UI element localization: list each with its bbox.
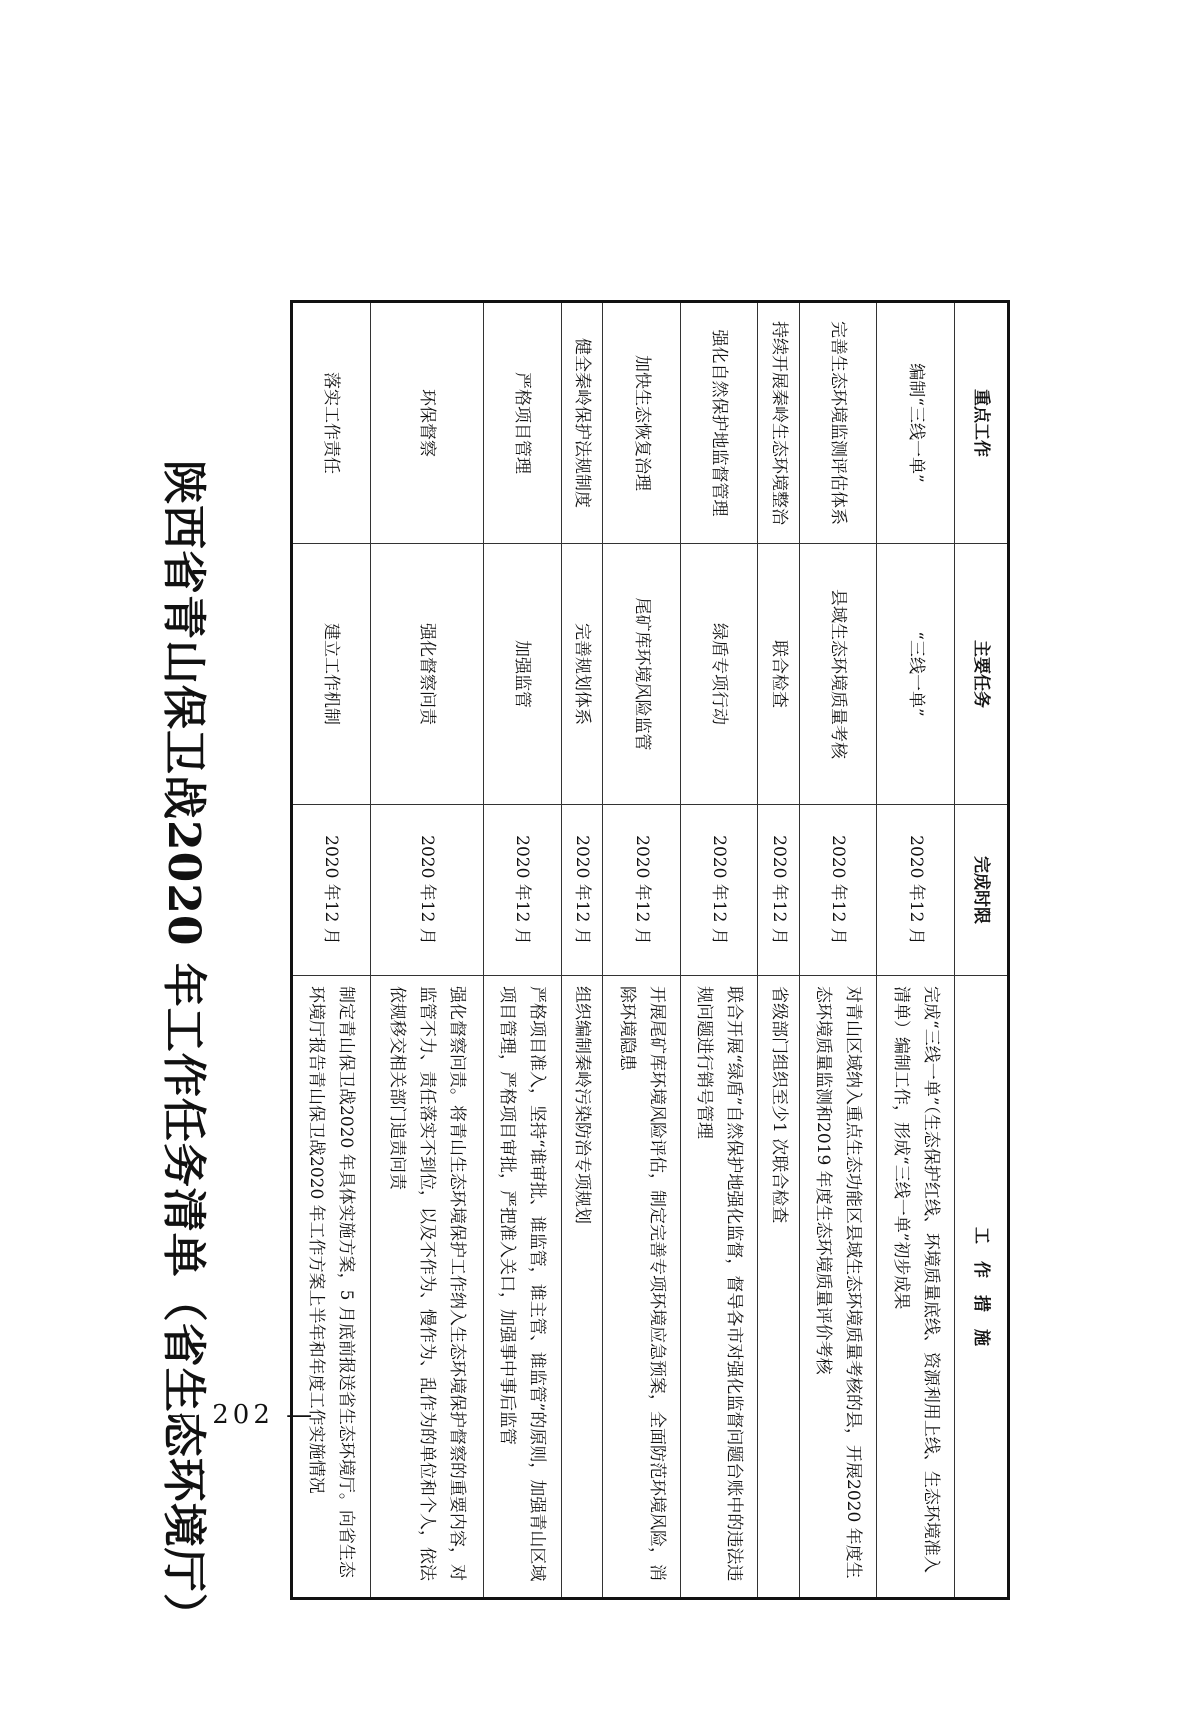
- rotated-page: [10, 160, 1010, 1730]
- cell-deadline: 2020 年12 月: [561, 805, 603, 976]
- cell-measures: 完成“三线一单”（生态保护红线、环境质量底线、资源利用上线、生态环境准入清单）编制工作，形成“三线一单”初步成果: [877, 976, 955, 1599]
- cell-main-task: 建立工作机制: [292, 544, 371, 805]
- cell-measures: 严格项目准入，坚持“谁审批、谁监管，谁主管、谁监管”的原则，加强青山区域项目管理，严格项目审批，严把准入关口，加强事中事后监管: [484, 976, 562, 1599]
- cell-deadline: 2020 年12 月: [603, 805, 681, 976]
- cell-deadline: 2020 年12 月: [758, 805, 800, 976]
- cell-deadline: 2020 年12 月: [680, 805, 758, 976]
- cell-main-task: 尾矿库环境风险监管: [603, 544, 681, 805]
- cell-key-work: 强化自然保护地监督管理: [680, 302, 758, 544]
- cell-main-task: 绿盾专项行动: [680, 544, 758, 805]
- table-header-row: [955, 302, 1009, 1599]
- cell-main-task: 联合检查: [758, 544, 800, 805]
- cell-deadline: 2020 年12 月: [484, 805, 562, 976]
- cell-main-task: 县域生态环境质量考核: [800, 544, 878, 805]
- table-row: [800, 302, 878, 1599]
- cell-key-work: 严格项目管理: [484, 302, 562, 544]
- table-row: [561, 302, 603, 1599]
- cell-key-work: 持续开展秦岭生态环境整治: [758, 302, 800, 544]
- header-measures: 工 作 措 施: [955, 976, 1009, 1599]
- header-main-task: 主要任务: [955, 544, 1009, 805]
- cell-measures: 联合开展“绿盾”自然保护地强化监督，督导各市对强化监督问题台账中的违法违规问题进行销号管理: [680, 976, 758, 1599]
- cell-measures: 对青山区域纳入重点生态功能区县域生态环境质量考核的县，开展2020 年度生态环境质量监测和2019 年度生态环境质量评价考核: [800, 976, 878, 1599]
- cell-deadline: 2020 年12 月: [800, 805, 878, 976]
- cell-key-work: 加快生态恢复治理: [603, 302, 681, 544]
- table-row: [758, 302, 800, 1599]
- cell-key-work: 健全秦岭保护法规制度: [561, 302, 603, 544]
- header-deadline: 完成时限: [955, 805, 1009, 976]
- table-row: [370, 302, 483, 1599]
- cell-key-work: 编制“三线一单”: [877, 302, 955, 544]
- cell-measures: 组织编制秦岭污染防治专项规划: [561, 976, 603, 1599]
- cell-main-task: 加强监管: [484, 544, 562, 805]
- task-table: [290, 300, 1010, 1600]
- table-row: [603, 302, 681, 1599]
- cell-deadline: 2020 年12 月: [292, 805, 371, 976]
- cell-deadline: 2020 年12 月: [370, 805, 483, 976]
- table-row: [484, 302, 562, 1599]
- table-row: [877, 302, 955, 1599]
- cell-key-work: 环保督察: [370, 302, 483, 544]
- cell-main-task: “三线一单”: [877, 544, 955, 805]
- cell-main-task: 强化督察问责: [370, 544, 483, 805]
- cell-deadline: 2020 年12 月: [877, 805, 955, 976]
- cell-measures: 省级部门组织至少1 次联合检查: [758, 976, 800, 1599]
- cell-key-work: 完善生态环境监测评估体系: [800, 302, 878, 544]
- cell-measures: 强化督察问责。将青山生态环境保护工作纳入生态环境保护督察的重要内容，对监管不力、责任落实不到位，以及不作为、慢作为、乱作为的单位和个人，依法依规移交相关部门追责问责: [370, 976, 483, 1599]
- table-row: [680, 302, 758, 1599]
- header-key-work: 重点工作: [955, 302, 1009, 544]
- cell-measures: 制定青山保卫战2020 年具体实施方案，5 月底前报送省生态环境厅。向省生态环境厅报告青山保卫战2020 年工作方案上半年和年度工作实施情况: [292, 976, 371, 1599]
- cell-measures: 开展尾矿库环境风险评估，制定完善专项环境应急预案，全面防范环境风险，消除环境隐患: [603, 976, 681, 1599]
- cell-main-task: 完善规划体系: [561, 544, 603, 805]
- page-number: — 202 —: [170, 1400, 317, 1430]
- document-title: 陕西省青山保卫战2020 年工作任务清单（省生态环境厅）: [158, 460, 209, 1638]
- cell-key-work: 落实工作责任: [292, 302, 371, 544]
